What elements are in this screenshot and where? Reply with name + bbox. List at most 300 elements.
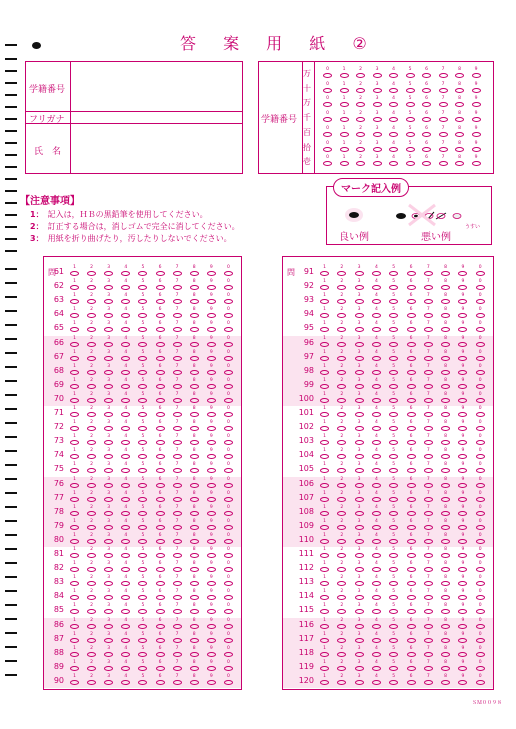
answer-bubble[interactable] [70, 370, 79, 375]
answer-bubble[interactable] [372, 652, 381, 657]
answer-bubble[interactable] [424, 680, 433, 685]
answer-bubble[interactable] [389, 497, 398, 502]
answer-bubble[interactable] [458, 384, 467, 389]
answer-bubble[interactable] [138, 356, 147, 361]
answer-bubble[interactable] [441, 497, 450, 502]
answer-bubble[interactable] [407, 426, 416, 431]
answer-bubble[interactable] [156, 440, 165, 445]
answer-bubble[interactable] [173, 384, 182, 389]
answer-bubble[interactable] [224, 525, 233, 530]
answer-bubble[interactable] [389, 680, 398, 685]
answer-bubble[interactable] [156, 285, 165, 290]
answer-bubble[interactable] [355, 356, 364, 361]
answer-bubble[interactable] [476, 652, 485, 657]
answer-bubble[interactable] [372, 638, 381, 643]
answer-bubble[interactable] [424, 525, 433, 530]
answer-bubble[interactable] [207, 412, 216, 417]
digit-bubble[interactable] [406, 73, 415, 78]
digit-bubble[interactable] [340, 88, 349, 93]
answer-bubble[interactable] [156, 652, 165, 657]
furigana-field[interactable] [71, 112, 241, 122]
answer-bubble[interactable] [407, 384, 416, 389]
answer-bubble[interactable] [224, 624, 233, 629]
digit-bubble[interactable] [373, 117, 382, 122]
digit-bubble[interactable] [472, 132, 481, 137]
answer-bubble[interactable] [389, 356, 398, 361]
answer-bubble[interactable] [476, 624, 485, 629]
answer-bubble[interactable] [441, 666, 450, 671]
answer-bubble[interactable] [355, 624, 364, 629]
digit-bubble[interactable] [472, 147, 481, 152]
answer-bubble[interactable] [156, 567, 165, 572]
answer-bubble[interactable] [87, 652, 96, 657]
answer-bubble[interactable] [372, 271, 381, 276]
answer-bubble[interactable] [87, 680, 96, 685]
answer-bubble[interactable] [224, 553, 233, 558]
answer-bubble[interactable] [476, 426, 485, 431]
answer-bubble[interactable] [320, 624, 329, 629]
answer-bubble[interactable] [224, 666, 233, 671]
answer-bubble[interactable] [207, 426, 216, 431]
answer-bubble[interactable] [138, 525, 147, 530]
answer-bubble[interactable] [173, 624, 182, 629]
answer-bubble[interactable] [207, 553, 216, 558]
answer-bubble[interactable] [337, 342, 346, 347]
answer-bubble[interactable] [156, 539, 165, 544]
answer-bubble[interactable] [320, 356, 329, 361]
answer-bubble[interactable] [424, 497, 433, 502]
answer-bubble[interactable] [476, 356, 485, 361]
answer-bubble[interactable] [372, 624, 381, 629]
answer-bubble[interactable] [476, 271, 485, 276]
answer-bubble[interactable] [407, 356, 416, 361]
answer-bubble[interactable] [372, 384, 381, 389]
answer-bubble[interactable] [87, 539, 96, 544]
digit-bubble[interactable] [373, 132, 382, 137]
answer-bubble[interactable] [104, 398, 113, 403]
answer-bubble[interactable] [224, 539, 233, 544]
answer-bubble[interactable] [156, 370, 165, 375]
answer-bubble[interactable] [476, 511, 485, 516]
digit-bubble[interactable] [422, 132, 431, 137]
answer-bubble[interactable] [138, 384, 147, 389]
answer-bubble[interactable] [476, 539, 485, 544]
answer-bubble[interactable] [355, 299, 364, 304]
answer-bubble[interactable] [355, 285, 364, 290]
answer-bubble[interactable] [207, 525, 216, 530]
answer-bubble[interactable] [87, 384, 96, 389]
answer-bubble[interactable] [372, 483, 381, 488]
answer-bubble[interactable] [207, 356, 216, 361]
answer-bubble[interactable] [156, 638, 165, 643]
answer-bubble[interactable] [407, 666, 416, 671]
answer-bubble[interactable] [389, 525, 398, 530]
answer-bubble[interactable] [355, 440, 364, 445]
answer-bubble[interactable] [424, 285, 433, 290]
answer-bubble[interactable] [138, 483, 147, 488]
answer-bubble[interactable] [190, 384, 199, 389]
answer-bubble[interactable] [121, 356, 130, 361]
answer-bubble[interactable] [70, 342, 79, 347]
answer-bubble[interactable] [476, 440, 485, 445]
answer-bubble[interactable] [372, 370, 381, 375]
answer-bubble[interactable] [355, 525, 364, 530]
answer-bubble[interactable] [224, 483, 233, 488]
answer-bubble[interactable] [224, 638, 233, 643]
answer-bubble[interactable] [207, 342, 216, 347]
answer-bubble[interactable] [441, 652, 450, 657]
answer-bubble[interactable] [407, 299, 416, 304]
digit-bubble[interactable] [356, 88, 365, 93]
answer-bubble[interactable] [121, 525, 130, 530]
answer-bubble[interactable] [476, 680, 485, 685]
name-field[interactable] [71, 124, 241, 172]
answer-bubble[interactable] [476, 581, 485, 586]
digit-bubble[interactable] [472, 73, 481, 78]
answer-bubble[interactable] [190, 440, 199, 445]
answer-bubble[interactable] [70, 511, 79, 516]
answer-bubble[interactable] [441, 384, 450, 389]
answer-bubble[interactable] [224, 384, 233, 389]
digit-bubble[interactable] [406, 147, 415, 152]
answer-bubble[interactable] [458, 511, 467, 516]
answer-bubble[interactable] [355, 666, 364, 671]
answer-bubble[interactable] [138, 624, 147, 629]
answer-bubble[interactable] [424, 384, 433, 389]
answer-bubble[interactable] [355, 426, 364, 431]
answer-bubble[interactable] [355, 680, 364, 685]
answer-bubble[interactable] [207, 285, 216, 290]
answer-bubble[interactable] [207, 638, 216, 643]
answer-bubble[interactable] [87, 483, 96, 488]
answer-bubble[interactable] [173, 511, 182, 516]
answer-bubble[interactable] [372, 680, 381, 685]
student-number-field[interactable] [71, 62, 241, 110]
answer-bubble[interactable] [224, 271, 233, 276]
answer-bubble[interactable] [441, 624, 450, 629]
answer-bubble[interactable] [190, 525, 199, 530]
answer-bubble[interactable] [424, 638, 433, 643]
answer-bubble[interactable] [320, 511, 329, 516]
answer-bubble[interactable] [156, 666, 165, 671]
answer-bubble[interactable] [355, 497, 364, 502]
answer-bubble[interactable] [224, 285, 233, 290]
answer-bubble[interactable] [476, 553, 485, 558]
answer-bubble[interactable] [87, 638, 96, 643]
answer-bubble[interactable] [190, 680, 199, 685]
answer-bubble[interactable] [389, 511, 398, 516]
answer-bubble[interactable] [156, 299, 165, 304]
answer-bubble[interactable] [70, 398, 79, 403]
answer-bubble[interactable] [476, 398, 485, 403]
answer-bubble[interactable] [407, 652, 416, 657]
answer-bubble[interactable] [372, 553, 381, 558]
answer-bubble[interactable] [104, 525, 113, 530]
digit-bubble[interactable] [439, 88, 448, 93]
answer-bubble[interactable] [372, 426, 381, 431]
answer-bubble[interactable] [190, 299, 199, 304]
answer-bubble[interactable] [476, 638, 485, 643]
answer-bubble[interactable] [190, 581, 199, 586]
digit-bubble[interactable] [439, 161, 448, 166]
digit-bubble[interactable] [406, 132, 415, 137]
answer-bubble[interactable] [458, 356, 467, 361]
answer-bubble[interactable] [87, 624, 96, 629]
answer-bubble[interactable] [424, 511, 433, 516]
answer-bubble[interactable] [70, 666, 79, 671]
answer-bubble[interactable] [156, 356, 165, 361]
answer-bubble[interactable] [70, 638, 79, 643]
answer-bubble[interactable] [372, 666, 381, 671]
answer-bubble[interactable] [207, 624, 216, 629]
answer-bubble[interactable] [441, 370, 450, 375]
answer-bubble[interactable] [190, 356, 199, 361]
answer-bubble[interactable] [190, 426, 199, 431]
digit-bubble[interactable] [356, 73, 365, 78]
answer-bubble[interactable] [138, 370, 147, 375]
answer-bubble[interactable] [355, 370, 364, 375]
answer-bubble[interactable] [207, 539, 216, 544]
answer-bubble[interactable] [407, 680, 416, 685]
answer-bubble[interactable] [320, 342, 329, 347]
answer-bubble[interactable] [173, 581, 182, 586]
digit-bubble[interactable] [439, 117, 448, 122]
digit-bubble[interactable] [455, 88, 464, 93]
answer-bubble[interactable] [355, 398, 364, 403]
answer-bubble[interactable] [389, 384, 398, 389]
answer-bubble[interactable] [320, 384, 329, 389]
digit-bubble[interactable] [356, 147, 365, 152]
answer-bubble[interactable] [104, 652, 113, 657]
answer-bubble[interactable] [320, 638, 329, 643]
answer-bubble[interactable] [173, 398, 182, 403]
answer-bubble[interactable] [355, 539, 364, 544]
digit-bubble[interactable] [455, 147, 464, 152]
answer-bubble[interactable] [87, 511, 96, 516]
answer-bubble[interactable] [87, 370, 96, 375]
answer-bubble[interactable] [224, 511, 233, 516]
answer-bubble[interactable] [173, 638, 182, 643]
answer-bubble[interactable] [407, 624, 416, 629]
answer-bubble[interactable] [372, 356, 381, 361]
answer-bubble[interactable] [224, 370, 233, 375]
answer-bubble[interactable] [104, 356, 113, 361]
answer-bubble[interactable] [173, 426, 182, 431]
answer-bubble[interactable] [389, 539, 398, 544]
answer-bubble[interactable] [156, 581, 165, 586]
answer-bubble[interactable] [424, 553, 433, 558]
answer-bubble[interactable] [476, 342, 485, 347]
answer-bubble[interactable] [104, 638, 113, 643]
answer-bubble[interactable] [320, 271, 329, 276]
answer-bubble[interactable] [224, 342, 233, 347]
answer-bubble[interactable] [424, 356, 433, 361]
digit-bubble[interactable] [340, 161, 349, 166]
answer-bubble[interactable] [173, 440, 182, 445]
digit-bubble[interactable] [356, 132, 365, 137]
answer-bubble[interactable] [355, 652, 364, 657]
answer-bubble[interactable] [441, 525, 450, 530]
answer-bubble[interactable] [104, 624, 113, 629]
answer-bubble[interactable] [224, 652, 233, 657]
answer-bubble[interactable] [190, 271, 199, 276]
answer-bubble[interactable] [207, 567, 216, 572]
answer-bubble[interactable] [337, 666, 346, 671]
answer-bubble[interactable] [224, 680, 233, 685]
answer-bubble[interactable] [355, 384, 364, 389]
answer-bubble[interactable] [121, 666, 130, 671]
answer-bubble[interactable] [173, 553, 182, 558]
answer-bubble[interactable] [355, 412, 364, 417]
answer-bubble[interactable] [441, 511, 450, 516]
answer-bubble[interactable] [173, 652, 182, 657]
answer-bubble[interactable] [372, 412, 381, 417]
answer-bubble[interactable] [407, 497, 416, 502]
digit-bubble[interactable] [323, 73, 332, 78]
answer-bubble[interactable] [121, 342, 130, 347]
answer-bubble[interactable] [441, 356, 450, 361]
digit-bubble[interactable] [389, 88, 398, 93]
digit-bubble[interactable] [340, 73, 349, 78]
answer-bubble[interactable] [156, 426, 165, 431]
answer-bubble[interactable] [156, 271, 165, 276]
answer-bubble[interactable] [104, 370, 113, 375]
answer-bubble[interactable] [70, 525, 79, 530]
answer-bubble[interactable] [424, 567, 433, 572]
digit-bubble[interactable] [455, 73, 464, 78]
answer-bubble[interactable] [389, 666, 398, 671]
answer-bubble[interactable] [320, 412, 329, 417]
answer-bubble[interactable] [207, 497, 216, 502]
answer-bubble[interactable] [389, 624, 398, 629]
answer-bubble[interactable] [372, 511, 381, 516]
answer-bubble[interactable] [441, 680, 450, 685]
answer-bubble[interactable] [224, 426, 233, 431]
answer-bubble[interactable] [104, 497, 113, 502]
answer-bubble[interactable] [355, 483, 364, 488]
answer-bubble[interactable] [355, 553, 364, 558]
answer-bubble[interactable] [70, 680, 79, 685]
answer-bubble[interactable] [407, 567, 416, 572]
answer-bubble[interactable] [355, 271, 364, 276]
digit-bubble[interactable] [323, 132, 332, 137]
answer-bubble[interactable] [190, 483, 199, 488]
answer-bubble[interactable] [355, 567, 364, 572]
answer-bubble[interactable] [476, 370, 485, 375]
answer-bubble[interactable] [104, 483, 113, 488]
answer-bubble[interactable] [372, 285, 381, 290]
answer-bubble[interactable] [138, 511, 147, 516]
answer-bubble[interactable] [224, 567, 233, 572]
answer-bubble[interactable] [156, 553, 165, 558]
answer-bubble[interactable] [87, 398, 96, 403]
digit-bubble[interactable] [373, 161, 382, 166]
answer-bubble[interactable] [407, 285, 416, 290]
answer-bubble[interactable] [173, 525, 182, 530]
answer-bubble[interactable] [190, 511, 199, 516]
answer-bubble[interactable] [372, 525, 381, 530]
answer-bubble[interactable] [407, 511, 416, 516]
answer-bubble[interactable] [476, 497, 485, 502]
answer-bubble[interactable] [424, 398, 433, 403]
answer-bubble[interactable] [207, 370, 216, 375]
answer-bubble[interactable] [87, 525, 96, 530]
answer-bubble[interactable] [190, 638, 199, 643]
answer-bubble[interactable] [372, 342, 381, 347]
answer-bubble[interactable] [355, 581, 364, 586]
answer-bubble[interactable] [355, 511, 364, 516]
answer-bubble[interactable] [389, 483, 398, 488]
answer-bubble[interactable] [407, 440, 416, 445]
answer-bubble[interactable] [156, 624, 165, 629]
answer-bubble[interactable] [190, 553, 199, 558]
answer-bubble[interactable] [104, 384, 113, 389]
digit-bubble[interactable] [406, 117, 415, 122]
answer-bubble[interactable] [424, 666, 433, 671]
answer-bubble[interactable] [337, 624, 346, 629]
answer-bubble[interactable] [87, 666, 96, 671]
answer-bubble[interactable] [441, 638, 450, 643]
answer-bubble[interactable] [121, 652, 130, 657]
answer-bubble[interactable] [87, 342, 96, 347]
answer-bubble[interactable] [70, 384, 79, 389]
answer-bubble[interactable] [173, 666, 182, 671]
answer-bubble[interactable] [156, 511, 165, 516]
digit-bubble[interactable] [340, 147, 349, 152]
answer-bubble[interactable] [320, 370, 329, 375]
answer-bubble[interactable] [121, 497, 130, 502]
digit-bubble[interactable] [439, 147, 448, 152]
answer-bubble[interactable] [476, 666, 485, 671]
answer-bubble[interactable] [458, 624, 467, 629]
answer-bubble[interactable] [424, 539, 433, 544]
answer-bubble[interactable] [458, 370, 467, 375]
answer-bubble[interactable] [224, 356, 233, 361]
answer-bubble[interactable] [458, 497, 467, 502]
answer-bubble[interactable] [476, 483, 485, 488]
answer-bubble[interactable] [190, 666, 199, 671]
answer-bubble[interactable] [138, 652, 147, 657]
answer-bubble[interactable] [337, 384, 346, 389]
digit-bubble[interactable] [340, 117, 349, 122]
answer-bubble[interactable] [207, 511, 216, 516]
digit-bubble[interactable] [389, 147, 398, 152]
answer-bubble[interactable] [389, 652, 398, 657]
answer-bubble[interactable] [407, 370, 416, 375]
answer-bubble[interactable] [190, 497, 199, 502]
answer-bubble[interactable] [173, 412, 182, 417]
answer-bubble[interactable] [372, 567, 381, 572]
answer-bubble[interactable] [441, 342, 450, 347]
answer-bubble[interactable] [476, 384, 485, 389]
answer-bubble[interactable] [70, 553, 79, 558]
digit-bubble[interactable] [406, 161, 415, 166]
digit-bubble[interactable] [472, 117, 481, 122]
answer-bubble[interactable] [190, 539, 199, 544]
answer-bubble[interactable] [87, 356, 96, 361]
answer-bubble[interactable] [320, 525, 329, 530]
digit-bubble[interactable] [439, 132, 448, 137]
answer-bubble[interactable] [458, 666, 467, 671]
answer-bubble[interactable] [190, 370, 199, 375]
answer-bubble[interactable] [156, 384, 165, 389]
digit-bubble[interactable] [422, 147, 431, 152]
answer-bubble[interactable] [190, 412, 199, 417]
answer-bubble[interactable] [156, 483, 165, 488]
answer-bubble[interactable] [173, 370, 182, 375]
answer-bubble[interactable] [407, 638, 416, 643]
answer-bubble[interactable] [389, 398, 398, 403]
